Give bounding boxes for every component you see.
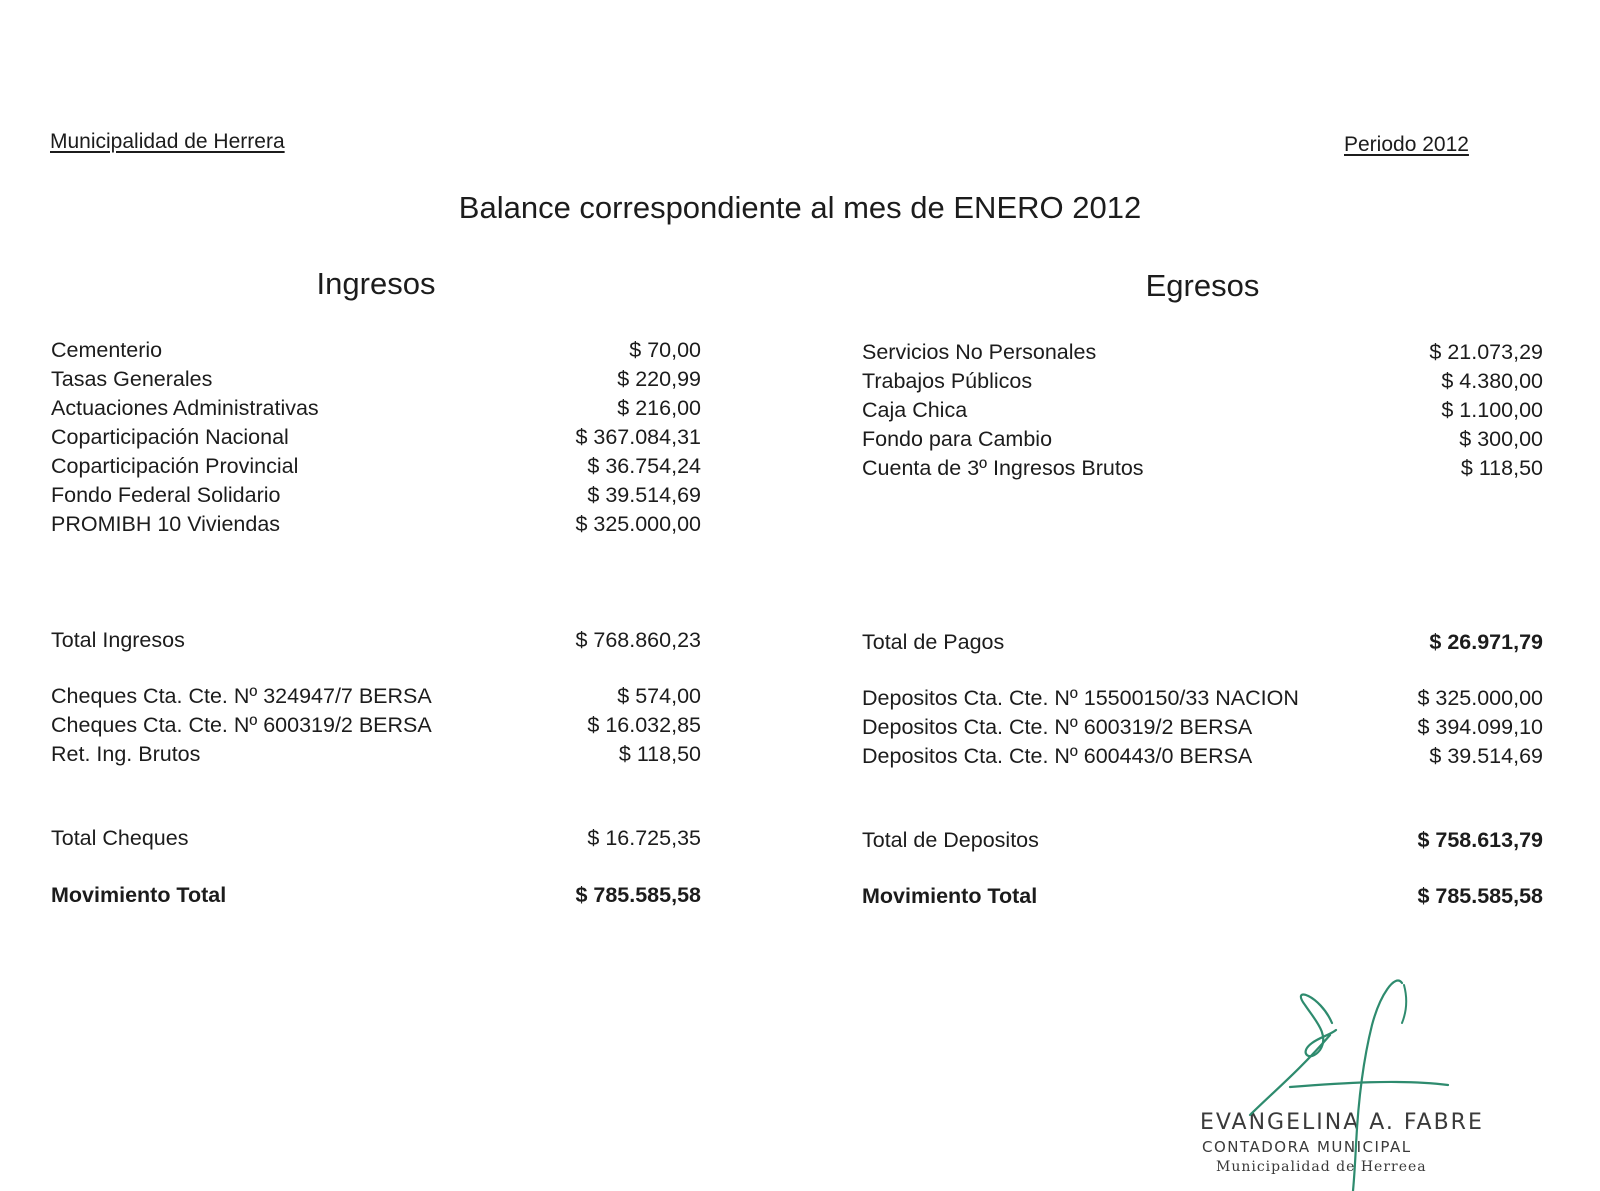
egresos-row [862,338,1543,366]
signature-stroke [1250,1035,1330,1115]
total-ingresos-row [51,626,701,654]
movimiento-total-ingresos-row [51,881,701,909]
ingresos-row-label: Tasas Generales [51,367,213,391]
ingresos-row-label: PROMIBH 10 Viviendas [51,512,281,536]
egresos-row-amount: $ 21.073,29 [1429,340,1543,364]
ingresos-heading: Ingresos [316,266,436,301]
ingresos-row [51,481,701,509]
stamp-name: EVANGELINA A. FABRE [1200,1110,1484,1135]
total-pagos-row [862,628,1543,656]
ingresos-row-label: Coparticipación Nacional [51,425,289,449]
movimiento-total-ingresos-amount: $ 785.585,58 [575,883,701,907]
ingresos-row-amount: $ 367.084,31 [575,425,701,449]
ingresos-row-amount: $ 220,99 [617,367,701,391]
egresos-row [862,367,1543,395]
depositos-row-label: Depositos Cta. Cte. Nº 600443/0 BERSA [862,744,1253,768]
total-ingresos-amount: $ 768.860,23 [575,628,701,652]
ingresos-row [51,423,701,451]
period-header: Periodo 2012 [1344,133,1469,156]
signature-stroke [1353,981,1402,1191]
total-depositos-label: Total de Depositos [862,828,1039,852]
ingresos-row [51,336,701,364]
ingresos-row-amount: $ 36.754,24 [587,454,701,478]
ingresos-row [51,394,701,422]
ingresos-row [51,365,701,393]
ingresos-row [51,510,701,538]
egresos-row-label: Caja Chica [862,398,968,422]
stamp-organization: Municipalidad de Herreea [1216,1159,1427,1175]
ingresos-row-amount: $ 216,00 [617,396,701,420]
movimiento-total-egresos-row [862,882,1543,910]
movimiento-total-egresos-label: Movimiento Total [862,884,1038,908]
cheques-row-label: Ret. Ing. Brutos [51,742,201,766]
egresos-row-label: Trabajos Públicos [862,369,1033,393]
total-depositos-amount: $ 758.613,79 [1417,828,1543,852]
signature-stroke [1402,985,1406,1023]
cheques-row-amount: $ 118,50 [618,742,701,766]
total-depositos-row [862,826,1543,854]
egresos-row [862,454,1543,482]
total-pagos-amount: $ 26.971,79 [1429,630,1543,654]
egresos-row-label: Servicios No Personales [862,340,1097,364]
ingresos-row [51,452,701,480]
ingresos-row-amount: $ 39.514,69 [587,483,701,507]
handwritten-signature [1180,975,1500,1191]
stamp-role: CONTADORA MUNICIPAL [1202,1138,1412,1156]
cheques-row [51,682,701,710]
ingresos-row-amount: $ 325.000,00 [575,512,701,536]
depositos-row-label: Depositos Cta. Cte. Nº 15500150/33 NACION [862,686,1299,710]
ingresos-row-label: Cementerio [51,338,163,362]
cheques-row [51,711,701,739]
depositos-row [862,742,1543,770]
ingresos-row-label: Actuaciones Administrativas [51,396,319,420]
document-title: Balance correspondiente al mes de ENERO 2012 [458,190,1142,225]
organization-header: Municipalidad de Herrera [50,130,285,153]
depositos-row-amount: $ 39.514,69 [1429,744,1543,768]
egresos-row [862,396,1543,424]
total-cheques-row [51,824,701,852]
cheques-row-label: Cheques Cta. Cte. Nº 600319/2 BERSA [51,713,432,737]
total-ingresos-label: Total Ingresos [51,628,185,652]
cheques-row-amount: $ 574,00 [617,684,701,708]
cheques-row-label: Cheques Cta. Cte. Nº 324947/7 BERSA [51,684,432,708]
depositos-row [862,684,1543,712]
total-cheques-amount: $ 16.725,35 [587,826,701,850]
depositos-row-label: Depositos Cta. Cte. Nº 600319/2 BERSA [862,715,1253,739]
egresos-row-label: Fondo para Cambio [862,427,1053,451]
movimiento-total-ingresos-label: Movimiento Total [51,883,227,907]
ingresos-row-label: Fondo Federal Solidario [51,483,281,507]
ingresos-row-amount: $ 70,00 [629,338,701,362]
total-pagos-label: Total de Pagos [862,630,1005,654]
depositos-row [862,713,1543,741]
egresos-row-amount: $ 4.380,00 [1441,369,1543,393]
cheques-row [51,740,701,768]
egresos-row-label: Cuenta de 3º Ingresos Brutos [862,456,1144,480]
depositos-row-amount: $ 394.099,10 [1417,715,1543,739]
cheques-row-amount: $ 16.032,85 [587,713,701,737]
egresos-row [862,425,1543,453]
ingresos-row-label: Coparticipación Provincial [51,454,299,478]
movimiento-total-egresos-amount: $ 785.585,58 [1417,884,1543,908]
egresos-row-amount: $ 118,50 [1460,456,1543,480]
total-cheques-label: Total Cheques [51,826,189,850]
signature-stroke [1290,1082,1448,1087]
egresos-heading: Egresos [1145,268,1260,303]
egresos-row-amount: $ 1.100,00 [1441,398,1543,422]
depositos-row-amount: $ 325.000,00 [1417,686,1543,710]
egresos-row-amount: $ 300,00 [1459,427,1543,451]
